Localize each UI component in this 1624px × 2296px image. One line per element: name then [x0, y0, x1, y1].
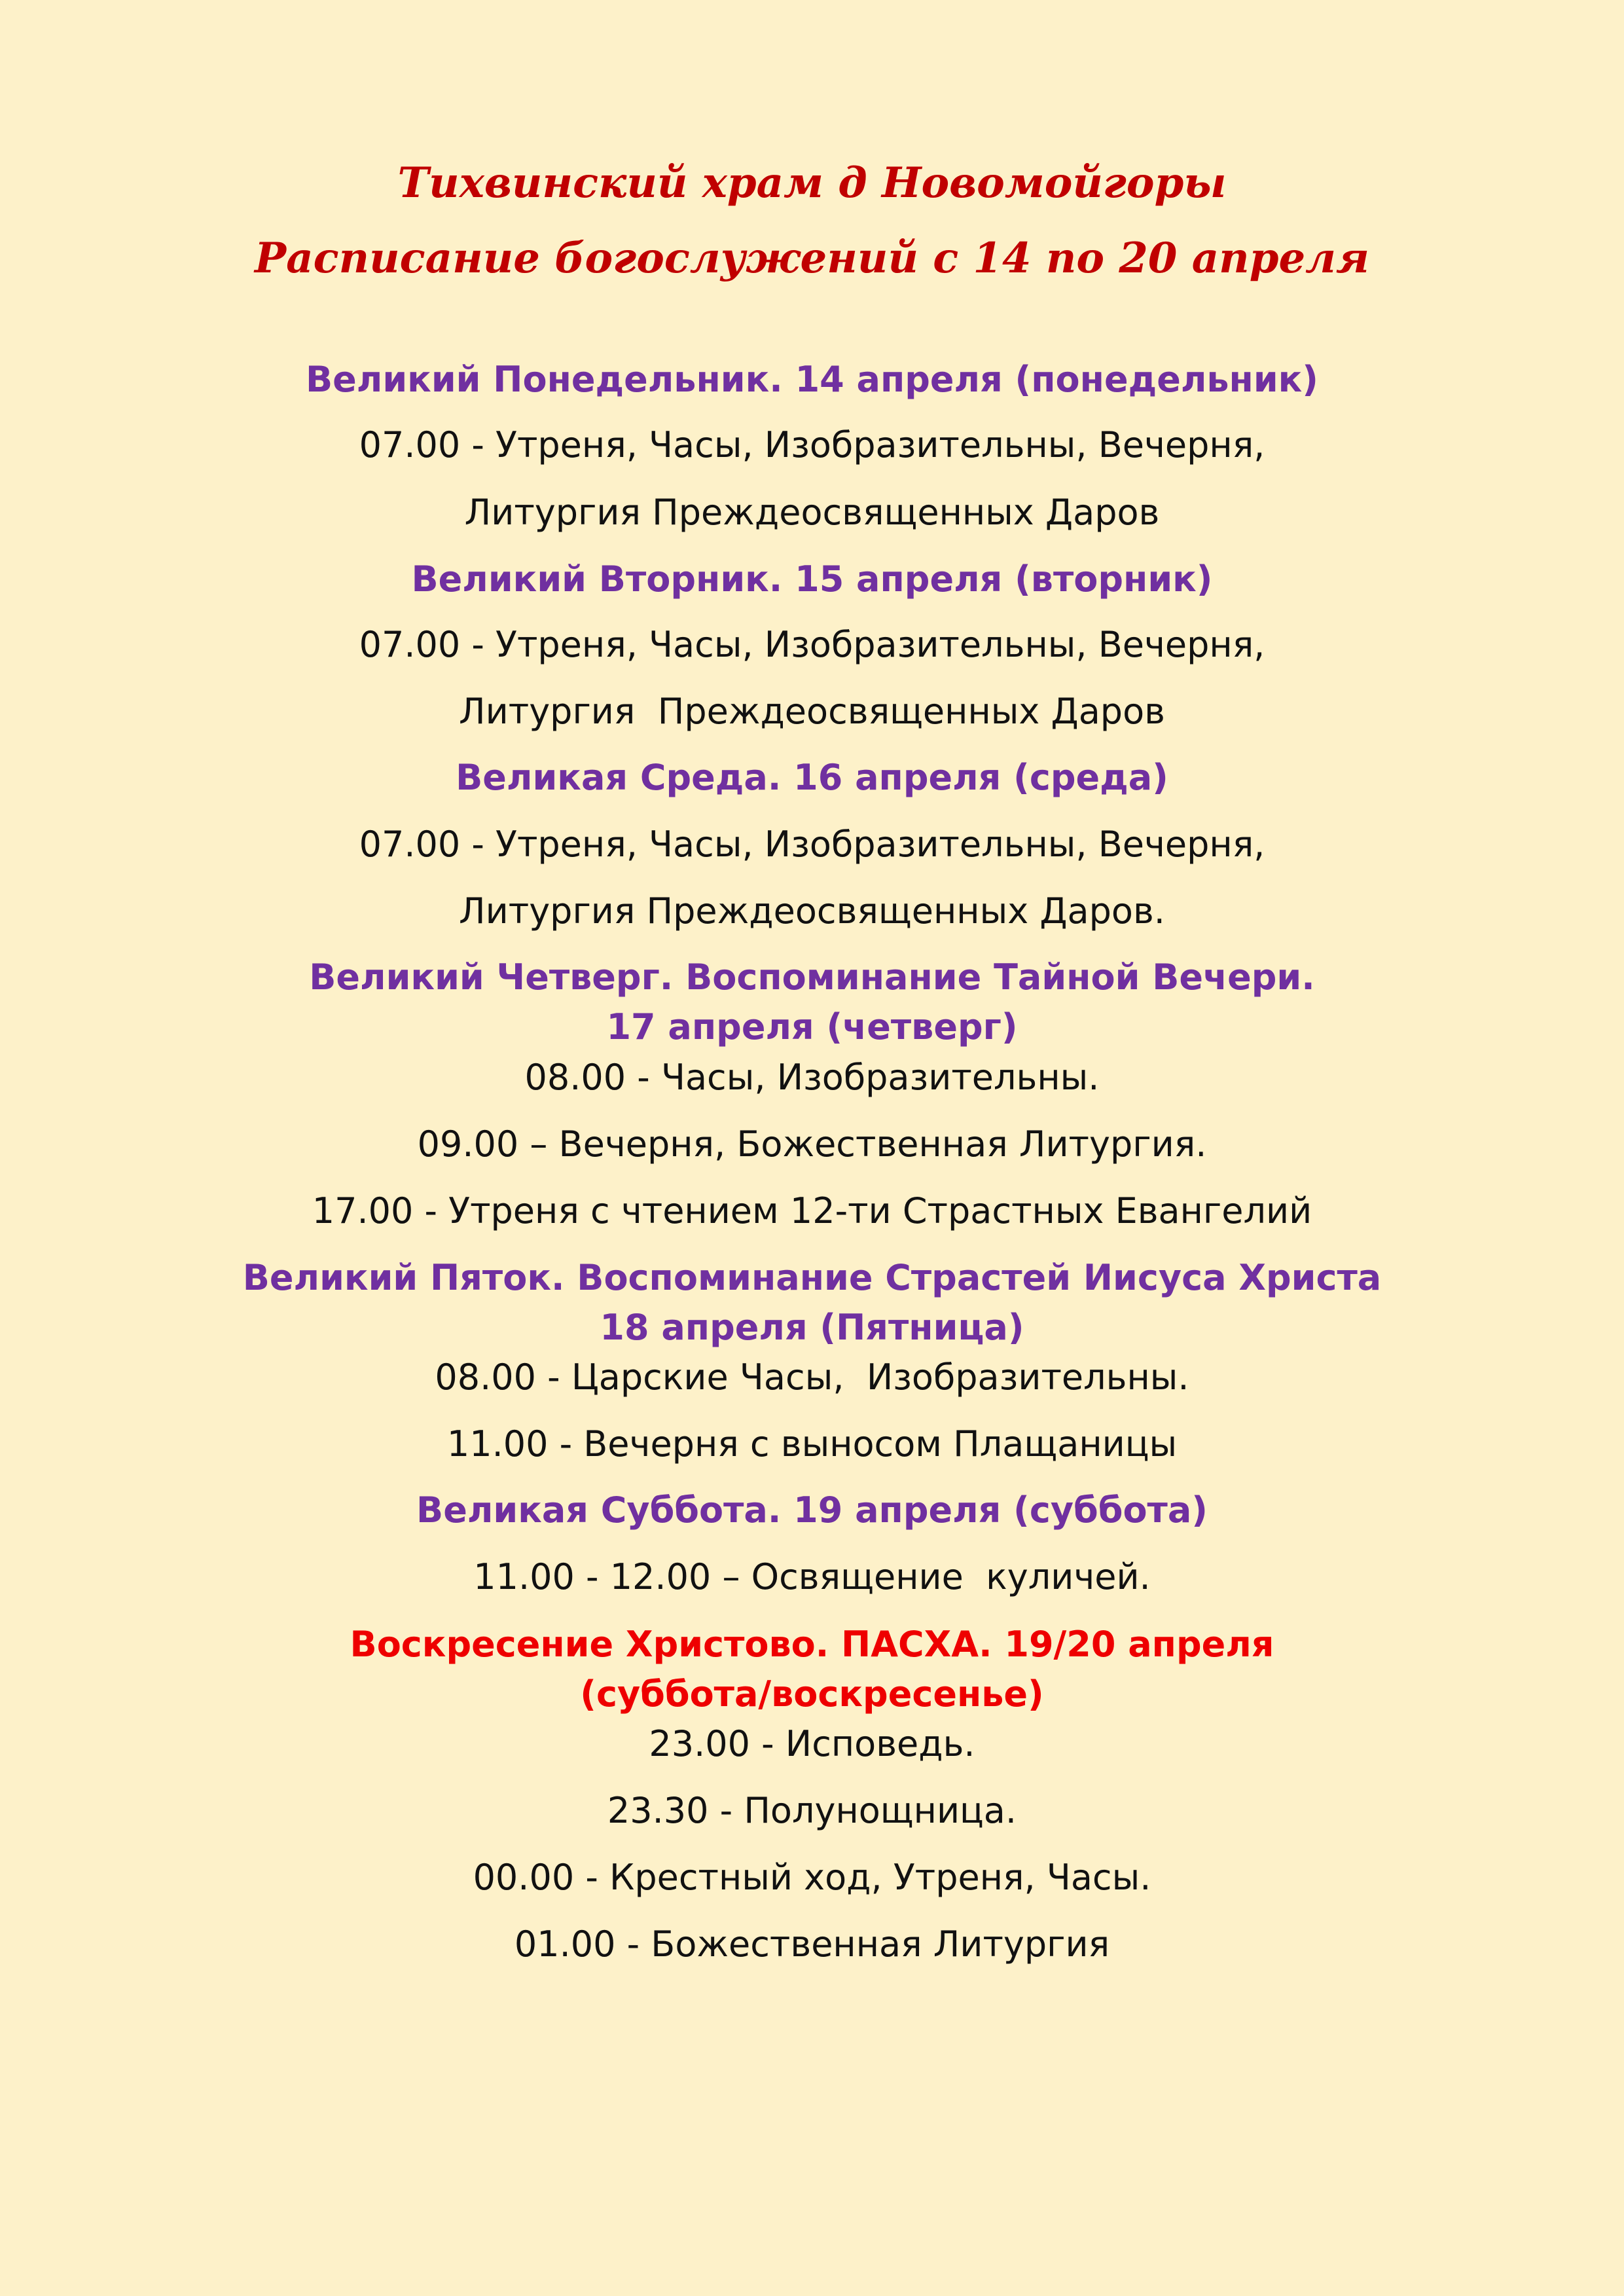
- day-heading-easter: Воскресение Христово. ПАСХА. 19/20 апреля: [350, 1624, 1274, 1665]
- service-line: 08.00 - Царские Часы, Изобразительны.: [435, 1357, 1189, 1398]
- day-heading-friday: Великий Пяток. Воспоминание Страстей Иисуса Христа: [242, 1257, 1382, 1298]
- service-line: 01.00 - Божественная Литургия: [514, 1923, 1110, 1965]
- church-title: Тихвинский храм д Новомойгоры: [397, 158, 1227, 208]
- service-line: Литургия Преждеосвященных Даров: [459, 691, 1165, 732]
- service-line: 08.00 - Часы, Изобразительны.: [524, 1057, 1100, 1098]
- day-heading-easter-date: (суббота/воскресенье): [580, 1673, 1044, 1715]
- day-heading-saturday: Великая Суббота. 19 апреля (суббота): [416, 1489, 1208, 1531]
- service-line: 00.00 - Крестный ход, Утреня, Часы.: [473, 1857, 1151, 1898]
- service-line: 23.30 - Полунощница.: [607, 1790, 1017, 1831]
- day-heading-monday: Великий Понедельник. 14 апреля (понедельник): [306, 359, 1318, 400]
- schedule-title: Расписание богослужений с 14 по 20 апреля: [255, 234, 1369, 283]
- day-heading-friday-date: 18 апреля (Пятница): [600, 1307, 1024, 1348]
- service-line: 23.00 - Исповедь.: [649, 1723, 975, 1764]
- service-line: Литургия Преждеосвященных Даров: [464, 492, 1160, 533]
- service-line: 11.00 - Вечерня с выносом Плащаницы: [446, 1423, 1178, 1465]
- service-line: 07.00 - Утреня, Часы, Изобразительны, Вечерня,: [359, 424, 1265, 465]
- service-line: 07.00 - Утреня, Часы, Изобразительны, Вечерня,: [359, 824, 1265, 865]
- day-heading-thursday: Великий Четверг. Воспоминание Тайной Вечери.: [309, 957, 1315, 998]
- service-line: 09.00 – Вечерня, Божественная Литургия.: [417, 1123, 1207, 1165]
- day-heading-thursday-date: 17 апреля (четверг): [606, 1006, 1018, 1048]
- service-line: 07.00 - Утреня, Часы, Изобразительны, Вечерня,: [359, 624, 1265, 665]
- service-line: 17.00 - Утреня с чтением 12-ти Страстных Евангелий: [312, 1190, 1312, 1231]
- day-heading-wednesday: Великая Среда. 16 апреля (среда): [456, 757, 1168, 798]
- service-line: Литургия Преждеосвященных Даров.: [459, 890, 1165, 932]
- service-line: 11.00 - 12.00 – Освящение куличей.: [473, 1556, 1151, 1597]
- day-heading-tuesday: Великий Вторник. 15 апреля (вторник): [411, 558, 1213, 600]
